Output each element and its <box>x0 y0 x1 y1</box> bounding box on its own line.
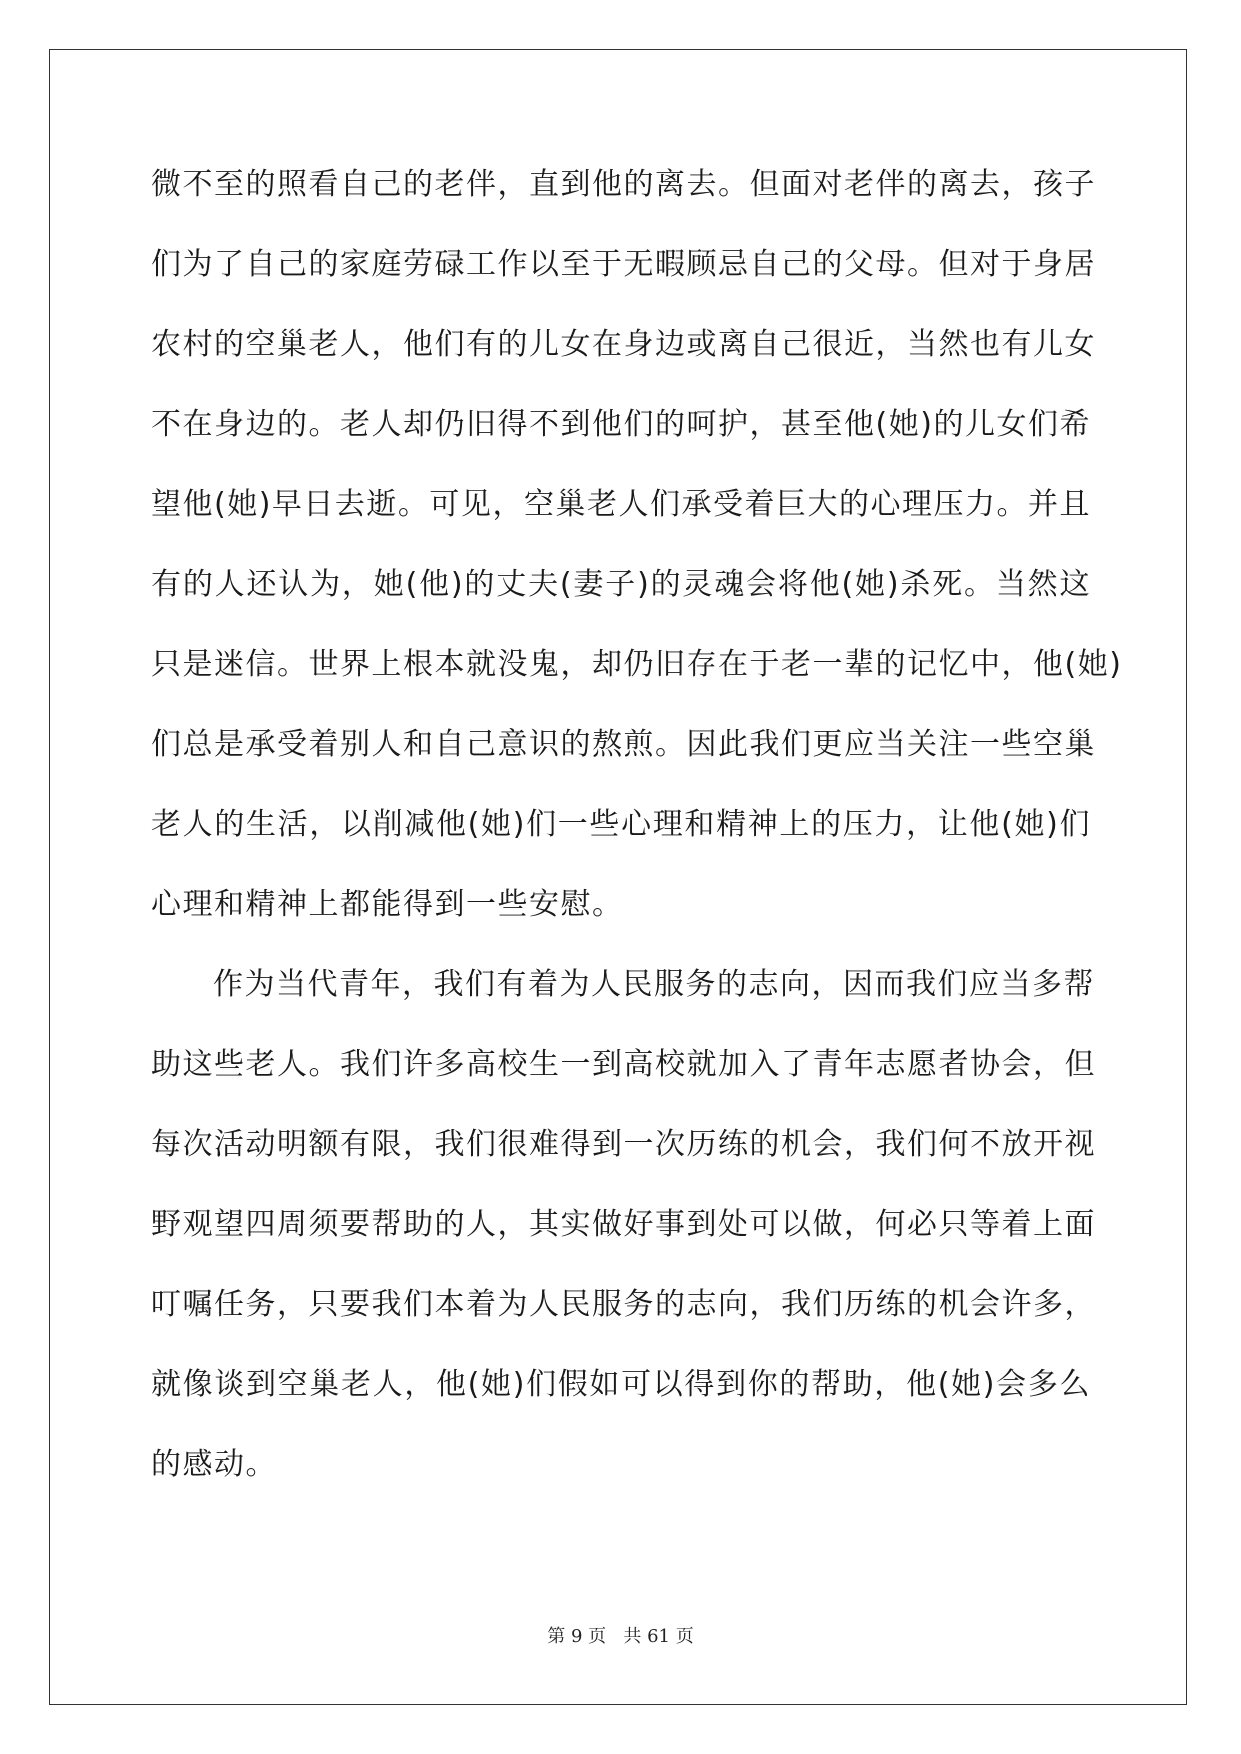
text-line: 叮嘱任务，只要我们本着为人民服务的志向，我们历练的机会许多， <box>151 1287 1096 1322</box>
text-line: 们总是承受着别人和自己意识的熬煎。因此我们更应当关注一些空巢 <box>151 727 1096 762</box>
text-line: 每次活动明额有限，我们很难得到一次历练的机会，我们何不放开视 <box>151 1127 1096 1162</box>
text-line: 不在身边的。老人却仍旧得不到他们的呵护，甚至他(她)的儿女们希 <box>151 407 1091 442</box>
page-footer <box>0 1622 1241 1648</box>
text-line: 助这些老人。我们许多高校生一到高校就加入了青年志愿者协会，但 <box>151 1047 1096 1082</box>
text-line: 的感动。 <box>151 1447 277 1482</box>
text-line: 就像谈到空巢老人，他(她)们假如可以得到你的帮助，他(她)会多么 <box>151 1367 1091 1402</box>
text-line: 只是迷信。世界上根本就没鬼，却仍旧存在于老一辈的记忆中，他(她) <box>151 647 1123 682</box>
paragraph-2 <box>151 959 1096 1519</box>
text-line: 农村的空巢老人，他们有的儿女在身边或离自己很近，当然也有儿女 <box>151 327 1096 362</box>
text-line: 作为当代青年，我们有着为人民服务的志向，因而我们应当多帮 <box>213 967 1095 1002</box>
text-line: 望他(她)早日去逝。可见，空巢老人们承受着巨大的心理压力。并且 <box>151 487 1091 522</box>
text-line: 老人的生活，以削减他(她)们一些心理和精神上的压力，让他(她)们 <box>151 807 1091 842</box>
document-body <box>151 159 1123 1519</box>
text-line: 心理和精神上都能得到一些安慰。 <box>151 887 624 922</box>
text-line: 有的人还认为，她(他)的丈夫(妻子)的灵魂会将他(她)杀死。当然这 <box>151 567 1091 602</box>
page-total: 共 61 页 <box>623 1626 694 1647</box>
paragraph-1 <box>151 159 1123 959</box>
text-line: 们为了自己的家庭劳碌工作以至于无暇顾忌自己的父母。但对于身居 <box>151 247 1096 282</box>
text-line: 野观望四周须要帮助的人，其实做好事到处可以做，何必只等着上面 <box>151 1207 1096 1242</box>
text-line: 微不至的照看自己的老伴，直到他的离去。但面对老伴的离去，孩子 <box>151 167 1096 202</box>
page-number: 第 9 页 <box>547 1626 607 1647</box>
